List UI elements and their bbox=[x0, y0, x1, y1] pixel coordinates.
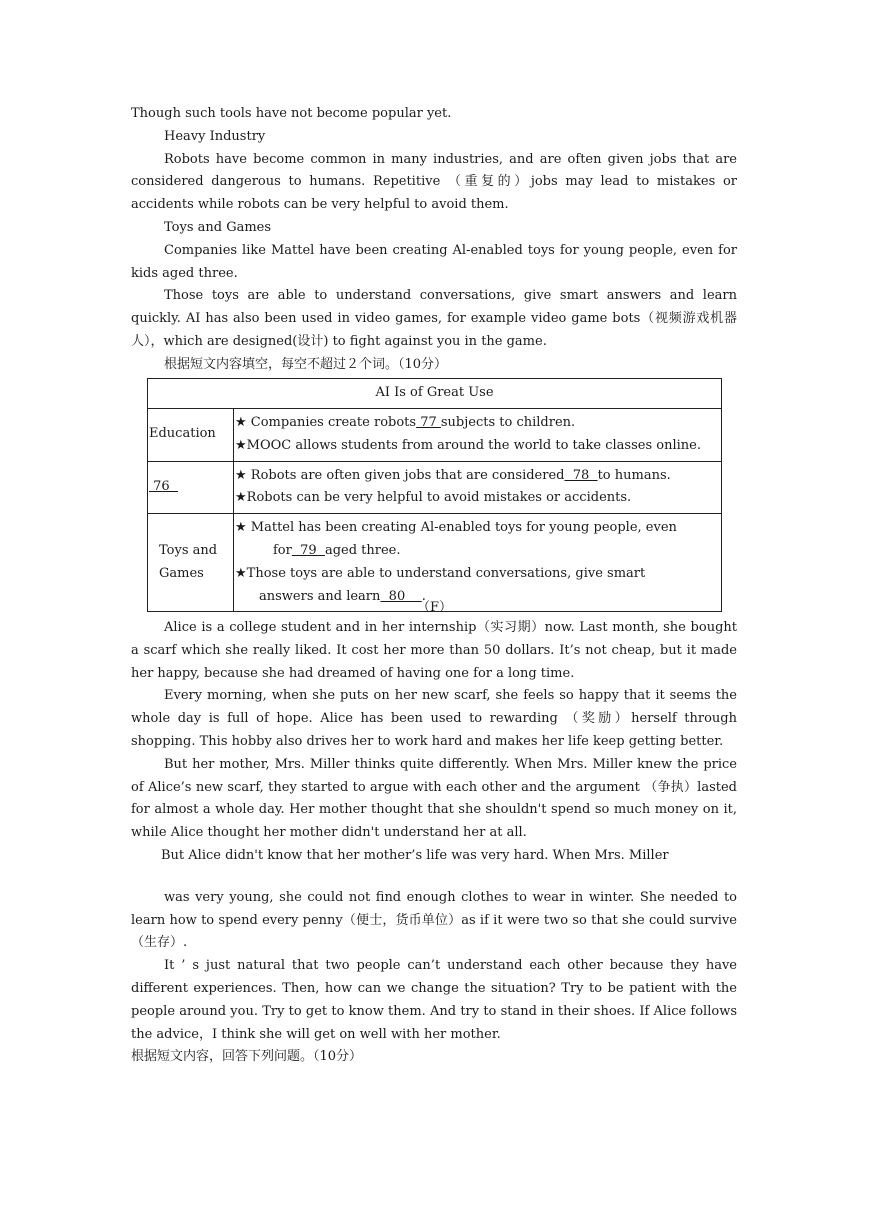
row-label-education: Education bbox=[148, 409, 234, 462]
heavy-line-1-end: to humans. bbox=[597, 467, 671, 483]
row-label-76 bbox=[148, 461, 234, 514]
education-line-1 bbox=[235, 412, 719, 435]
education-line-1-end: subjects to children. bbox=[440, 415, 576, 430]
heavy-line-1-text: ★ Robots are often given jobs that are considered bbox=[235, 467, 565, 483]
answer-questions-instruction: 根据短文内容，回答下列问题。（10分） bbox=[131, 1049, 363, 1065]
paragraph-f-4: But Alice didn't know that her mother’s life was very hard. When Mrs. Miller bbox=[161, 847, 669, 863]
table-title: AI Is of Great Use bbox=[148, 379, 722, 409]
paragraph-f-6: It ’ s just natural that two people can’t understand each other because they have different experiences. Then, how can we change the situation? Try to be patient with the people around you. Try to get to know them. And try to stand in their shoes. If Alice follows the advice，I think she will get on well with her mother. bbox=[131, 958, 737, 1042]
ai-use-table bbox=[147, 378, 722, 612]
blank-80[interactable]: 80 bbox=[380, 588, 422, 604]
paragraph-heavy-industry: Robots have become common in many industries, and are often given jobs that are considered dangerous to humans. Repetitive （重复的）jobs may lead to mistakes or accidents while robots can be very helpful to avoid them. bbox=[131, 151, 737, 213]
heading-toys-and-games: Toys and Games bbox=[164, 219, 272, 235]
paragraph-f-3: But her mother, Mrs. Miller thinks quite differently. When Mrs. Miller knew the price of Alice’s new scarf, they started to argue with each other and the argument （争执）lasted for almost a whole day. Her mother thought that she shouldn't spend so much money on it, while Alice thought her mother didn't understand her at all. bbox=[131, 756, 737, 841]
education-line-2: ★MOOC allows students from around the world to take classes online. bbox=[235, 437, 701, 453]
paragraph-f-1: Alice is a college student and in her internship（实习期）now. Last month, she bought a scarf which she really liked. It cost her more than 50 dollars. It’s not cheap, but it made her happy, because she had dreamed of having one for a long time. bbox=[131, 620, 737, 681]
paragraph-f-5: was very young, she could not find enough clothes to wear in winter. She needed to learn how to spend every penny（便士，货币单位）as if it were two so that she could survive（生存）. bbox=[131, 889, 737, 951]
blank-78[interactable]: 78 bbox=[564, 467, 598, 483]
fill-blank-instruction: 根据短文内容填空，每空不超过２个词。（10分） bbox=[164, 356, 448, 372]
toys-line-3: ★Those toys are able to understand conversations, give smart bbox=[235, 565, 646, 581]
toys-line-2-text: for bbox=[273, 542, 292, 558]
education-line-1-text: ★ Companies create robots bbox=[235, 415, 417, 430]
row-content-heavy bbox=[234, 461, 722, 514]
table-row bbox=[148, 461, 722, 514]
paragraph-f-2: Every morning, when she puts on her new scarf, she feels so happy that it seems the whole day is full of hope. Alice has been used to rewarding （奖励）herself through shopping. This hobby also drives her to work hard and makes her life keep getting better. bbox=[131, 688, 737, 749]
intro-line: Though such tools have not become popular yet. bbox=[131, 106, 452, 121]
toys-line-4-text: answers and learn bbox=[259, 588, 381, 604]
blank-gap bbox=[131, 868, 737, 887]
blank-79[interactable]: 79 bbox=[291, 542, 325, 558]
blank-77[interactable]: 77 bbox=[416, 415, 441, 430]
section-f-label: （F） bbox=[416, 600, 453, 615]
heavy-line-1 bbox=[235, 465, 719, 488]
heavy-line-2: ★Robots can be very helpful to avoid mistakes or accidents. bbox=[235, 490, 632, 506]
toys-line-2-end: aged three. bbox=[324, 542, 401, 558]
row-label-toys-text: Toys and Games bbox=[159, 542, 218, 581]
toys-line-4-end: . bbox=[421, 588, 426, 604]
toys-line-1: ★ Mattel has been creating Al-enabled toys for young people, even bbox=[235, 520, 677, 536]
passage-e bbox=[131, 103, 737, 377]
heading-heavy-industry: Heavy Industry bbox=[164, 128, 266, 144]
paragraph-toys-2: Those toys are able to understand conversations, give smart answers and learn quickly. AI has also been used in video games, for example video game bots（视频游戏机器人），which are designed(设计) to fight against you in the game. bbox=[131, 288, 737, 349]
passage-f bbox=[131, 617, 737, 1069]
paragraph-toys-1: Companies like Mattel have been creating Al-enabled toys for young people, even for kids aged three. bbox=[131, 242, 737, 281]
blank-76[interactable]: 76 bbox=[149, 478, 178, 494]
table-title-row bbox=[148, 379, 722, 409]
toys-line-2 bbox=[235, 540, 719, 563]
table-row bbox=[148, 409, 722, 462]
row-content-education bbox=[234, 409, 722, 462]
